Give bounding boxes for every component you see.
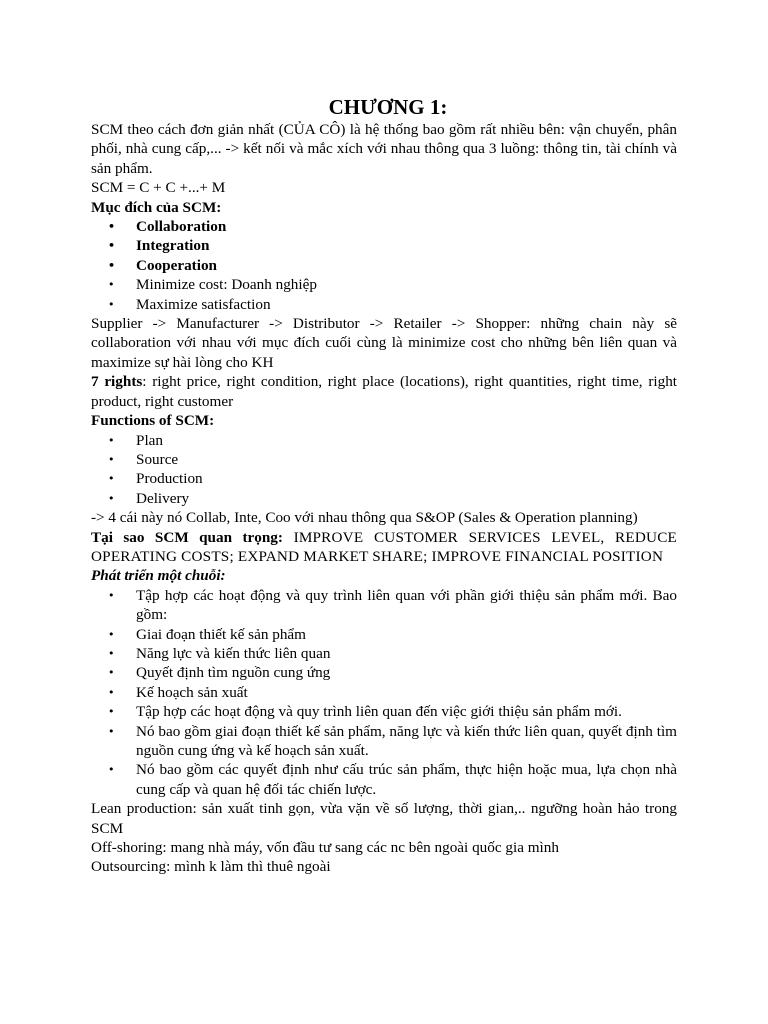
list-item: • Quyết định tìm nguồn cung ứng — [136, 663, 677, 682]
list-item: • Collaboration — [136, 217, 677, 236]
intro-paragraph: SCM theo cách đơn giản nhất (CỦA CÔ) là hệ thống bao gồm rất nhiều bên: vận chuyển, phân phối, nhà cung cấp,... -> kết nối và mắc xích với nhau thông qua 3 luồng: thông tin, tài chính và sản phẩm. — [91, 121, 677, 177]
list-item: • Minimize cost: Doanh nghiệp — [136, 275, 677, 294]
chapter-title: CHƯƠNG 1: — [328, 95, 448, 119]
lean-paragraph: Lean production: sản xuất tinh gọn, vừa vặn về số lượng, thời gian,.. ngưỡng hoàn hảo trong SCM — [91, 800, 677, 837]
functions-note: -> 4 cái này nó Collab, Inte, Coo với nhau thông qua S&OP (Sales & Operation planning) — [91, 509, 638, 527]
list-item: • Cooperation — [136, 256, 677, 275]
list-item: • Kế hoạch sản xuất — [136, 683, 677, 702]
list-item: • Production — [136, 469, 677, 488]
list-item: • Maximize satisfaction — [136, 295, 677, 314]
rights-text: : right price, right condition, right place (locations), right quantities, right time, right product, right customer — [91, 373, 678, 410]
scm-formula: SCM = C + C +...+ M — [91, 179, 226, 197]
rights-label: 7 rights — [91, 373, 143, 391]
importance-label: Tại sao SCM quan trọng: — [91, 528, 283, 546]
document-body — [91, 94, 677, 877]
develop-heading-text: Phát triển một chuỗi: — [91, 567, 226, 585]
list-item: • Nó bao gồm giai đoạn thiết kế sản phẩm, năng lực và kiến thức liên quan, quyết định tìm nguồn cung ứng và kế hoạch sản xuất. — [136, 722, 677, 761]
functions-list — [91, 431, 677, 509]
list-item: • Năng lực và kiến thức liên quan — [136, 644, 677, 663]
purpose-heading: Mục đích của SCM: — [91, 198, 222, 216]
importance-text: IMPROVE CUSTOMER SERVICES LEVEL, REDUCE OPERATING COSTS; EXPAND MARKET SHARE; IMPROVE FINANCIAL POSITION — [91, 528, 677, 565]
develop-heading — [91, 566, 677, 585]
supply-chain-paragraph: Supplier -> Manufacturer -> Distributor -> Retailer -> Shopper: những chain này sẽ collaboration với nhau với mục đích cuối cùng là minimize cost cho những bên liên quan và maximize sự hài lòng cho KH — [91, 315, 677, 371]
outsourcing-paragraph: Outsourcing: mình k làm thì thuê ngoài — [91, 858, 331, 876]
list-item: • Source — [136, 450, 677, 469]
rights-paragraph — [91, 372, 677, 411]
importance-paragraph — [91, 528, 677, 567]
functions-heading: Functions of SCM: — [91, 412, 215, 430]
list-item: • Nó bao gồm các quyết định như cấu trúc sản phẩm, thực hiện hoặc mua, lựa chọn nhà cung cấp và quan hệ đối tác chiến lược. — [136, 760, 677, 799]
develop-list — [91, 586, 677, 799]
list-item: • Delivery — [136, 489, 677, 508]
offshoring-paragraph: Off-shoring: mang nhà máy, vốn đầu tư sang các nc bên ngoài quốc gia mình — [91, 839, 559, 857]
purpose-list — [91, 217, 677, 314]
list-item: • Giai đoạn thiết kế sản phẩm — [136, 625, 677, 644]
list-item: • Tập hợp các hoạt động và quy trình liên quan đến việc giới thiệu sản phẩm mới. — [136, 702, 677, 721]
list-item: • Tập hợp các hoạt động và quy trình liên quan với phần giới thiệu sản phẩm mới. Bao gồm: — [136, 586, 677, 625]
list-item: • Integration — [136, 236, 677, 255]
list-item: • Plan — [136, 431, 677, 450]
